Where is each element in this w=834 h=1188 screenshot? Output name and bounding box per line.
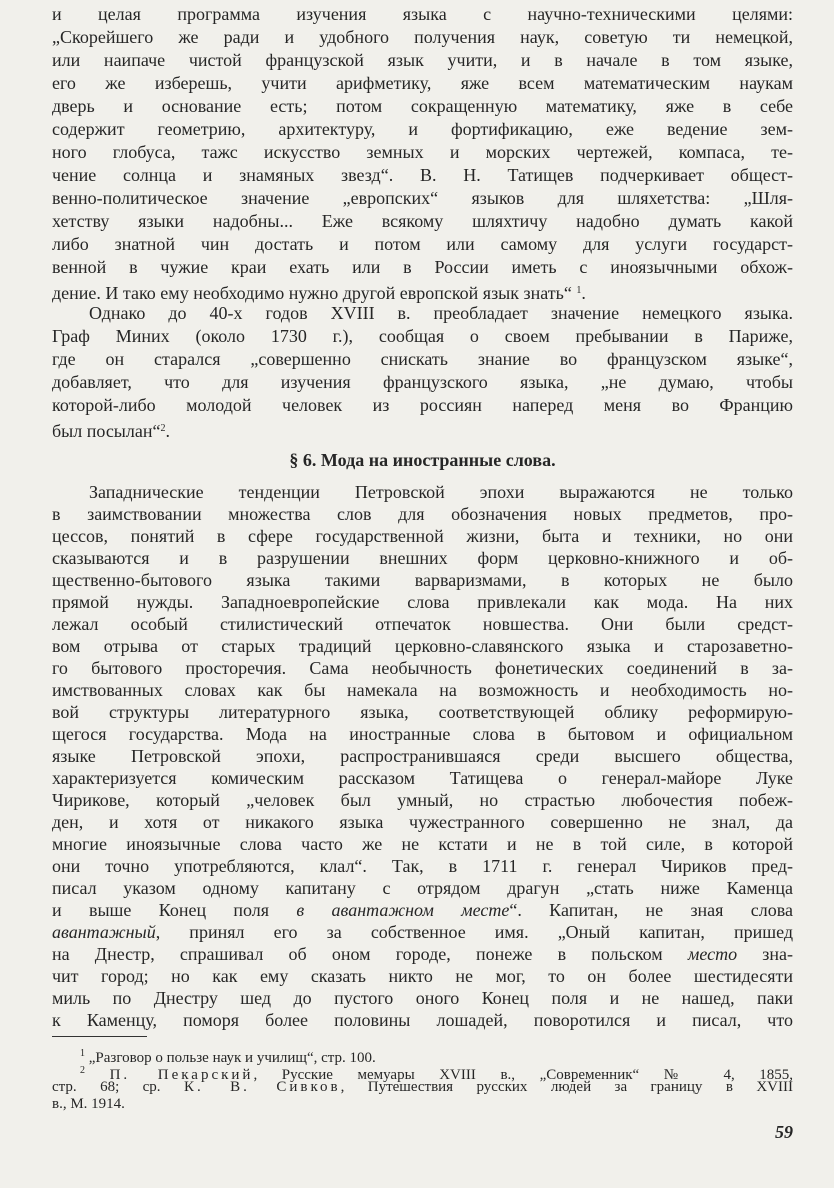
- text-line: характеризуется комическим рассказом Татищева о генерал-майоре Луке: [52, 768, 793, 788]
- text-line: цессов, понятий в сфере государственной жизни, быта и техники, но они: [52, 526, 793, 546]
- text-line: го бытового просторечия. Сама необычность фонетических соединений в за-: [52, 658, 793, 678]
- text-line: прямой нужды. Западноевропейские слова привлекали как мода. На них: [52, 592, 793, 612]
- paragraph: [52, 3, 793, 302]
- text-line: „Скорейшего же ради и удобного получения наук, советую ти немецкой,: [52, 27, 793, 47]
- text-line: они точно употребляются, клал“. Так, в 1711 г. генерал Чириков пред-: [52, 856, 793, 876]
- text-segment: зна-: [737, 944, 794, 964]
- text-line: миль по Днестру шед до пустого оного Конец поля и не нашед, паки: [52, 988, 793, 1008]
- text-line: [52, 1045, 793, 1066]
- text-line: Западнические тенденции Петровской эпохи выражаются не только: [89, 482, 793, 502]
- footnotes: [52, 1045, 793, 1113]
- footnote-marker: 2: [80, 1065, 85, 1076]
- text-line: венной в чужие краи ехать или в России иметь с иноязычными обхож-: [52, 257, 793, 277]
- text-line: щегося государства. Мода на иностранные слова в бытовом и официальном: [52, 724, 793, 744]
- text-line: [52, 279, 793, 302]
- text-line: [52, 1062, 794, 1083]
- text-segment: .: [165, 421, 170, 441]
- text-line: языке Петровской эпохи, распространившаяся среди высшего общества,: [52, 746, 793, 766]
- text-line: [52, 943, 793, 965]
- text-line: многие иноязычные слова часто же не кстати и не в той силе, в которой: [52, 834, 793, 854]
- text-line: лежал особый стилистический отпечаток новшества. Они были средст-: [52, 614, 793, 634]
- text-segment: “. Капитан, не зная слова: [509, 900, 793, 920]
- italic-text: место: [687, 944, 738, 964]
- section-heading: § 6. Мода на иностранные слова.: [289, 450, 556, 470]
- footnote-divider: [52, 1036, 147, 1037]
- page-number: 59: [775, 1122, 793, 1142]
- text-line: [52, 1079, 793, 1096]
- text-segment: , Русские мемуары XVIII в., „Современник“ № 4, 1855,: [253, 1067, 794, 1083]
- text-segment: „Разговор о пользе наук и училищ“, стр. 100.: [85, 1050, 376, 1066]
- text-segment: стр. 68; ср.: [52, 1079, 184, 1095]
- text-line: Граф Миних (около 1730 г.), сообщая о своем пребывании в Париже,: [52, 326, 793, 346]
- text-segment: и выше Конец поля: [52, 900, 297, 920]
- text-line: Однако до 40-х годов XVIII в. преобладает значение немецкого языка.: [89, 303, 793, 323]
- text-line: вой структуры литературного языка, соответствующей облику реформирую-: [52, 702, 793, 722]
- text-line: добавляет, что для изучения французского языка, „не думаю, чтобы: [52, 372, 793, 392]
- italic-text: авантажный: [52, 922, 156, 942]
- footnote-marker: 1: [576, 285, 582, 296]
- paragraph: [52, 481, 793, 1031]
- text-line: хетству языки надобны... Еже всякому шляхтичу надобно думать какой: [52, 211, 793, 231]
- spaced-author-name: П. Пекарский: [109, 1067, 254, 1083]
- text-line: где он старался „совершенно снискать знание во французском языке“,: [52, 349, 793, 369]
- text-line: к Каменцу, поморя более половины лошадей, поворотился и писал, что: [52, 1010, 793, 1030]
- text-line: чит город; но как ему сказать никто не мог, то он более шестидесяти: [52, 966, 793, 986]
- text-line: которой-либо молодой человек из россиян наперед меня во Францию: [52, 395, 793, 415]
- text-segment: был посылан“: [52, 421, 161, 441]
- text-line: в., М. 1914.: [52, 1096, 125, 1112]
- text-line: чение солнца и знамяных звезд“. В. Н. Татищев подчеркивает общест-: [52, 165, 793, 185]
- text-line: ден, и хотя от никакого языка чужестранного совершенно не знал, да: [52, 812, 793, 832]
- text-line: либо знатной чин достать и потом или самому для услуги государст-: [52, 234, 793, 254]
- text-line: или наипаче чистой французской язык учити, и в начале в том языке,: [52, 50, 793, 70]
- text-segment: .: [581, 283, 586, 303]
- text-line: дверь и основание есть; потом сокращенную математику, яже в себе: [52, 96, 793, 116]
- text-segment: , Путешествия русских людей за границу в XVIII: [340, 1079, 793, 1095]
- text-line: содержит геометрию, архитектуру, и фортификацию, еже ведение зем-: [52, 119, 793, 139]
- text-line: венно-политическое значение „европских“ языков для шляхетства: „Шля-: [52, 188, 793, 208]
- body-text-block-1: [52, 3, 793, 440]
- text-line: в заимствовании множества слов для обозначения новых предметов, про-: [52, 504, 793, 524]
- text-line: его же изберешь, учити арифметику, яже всем математическим наукам: [52, 73, 793, 93]
- text-line: сказываются и в разрушении внешних форм церковно-книжного и об-: [52, 548, 793, 568]
- text-line: щественно-бытового языка такими варваризмами, в которых не было: [52, 570, 793, 590]
- paragraph: [52, 302, 793, 440]
- text-line: ного глобуса, тажс искусство земных и морских чертежей, компаса, те-: [52, 142, 793, 162]
- text-line: [52, 899, 793, 921]
- text-segment: , принял его за собственное имя. „Оный капитан, пришед: [155, 922, 793, 942]
- text-segment: дение. И тако ему необходимо нужно другой европской язык знать“: [52, 283, 577, 303]
- footnote-marker: 2: [160, 423, 166, 434]
- text-segment: на Днестр, спрашивал об оном городе, понеже в польском: [52, 944, 688, 964]
- text-line: [52, 417, 793, 440]
- footnote-marker: 1: [80, 1048, 85, 1059]
- italic-text: в авантажном месте: [296, 900, 510, 920]
- text-line: писал указом одному капитану с отрядом драгун „стать ниже Каменца: [52, 878, 793, 898]
- body-text-block-2: [52, 481, 793, 1031]
- spaced-author-name: К. В. Сивков: [183, 1079, 341, 1095]
- paragraph: [52, 1062, 793, 1113]
- paragraph: [52, 1045, 793, 1066]
- text-line: имствованных словах как бы намекала на возможность и необходимость но-: [52, 680, 793, 700]
- text-line: [52, 921, 793, 943]
- text-line: и целая программа изучения языка с научно-техническими целями:: [52, 4, 793, 24]
- text-line: Чирикове, который „человек был умный, но страстью любочестия побеж-: [52, 790, 793, 810]
- text-line: вом отрыва от старых традиций церковно-славянского языка и старозаветно-: [52, 636, 793, 656]
